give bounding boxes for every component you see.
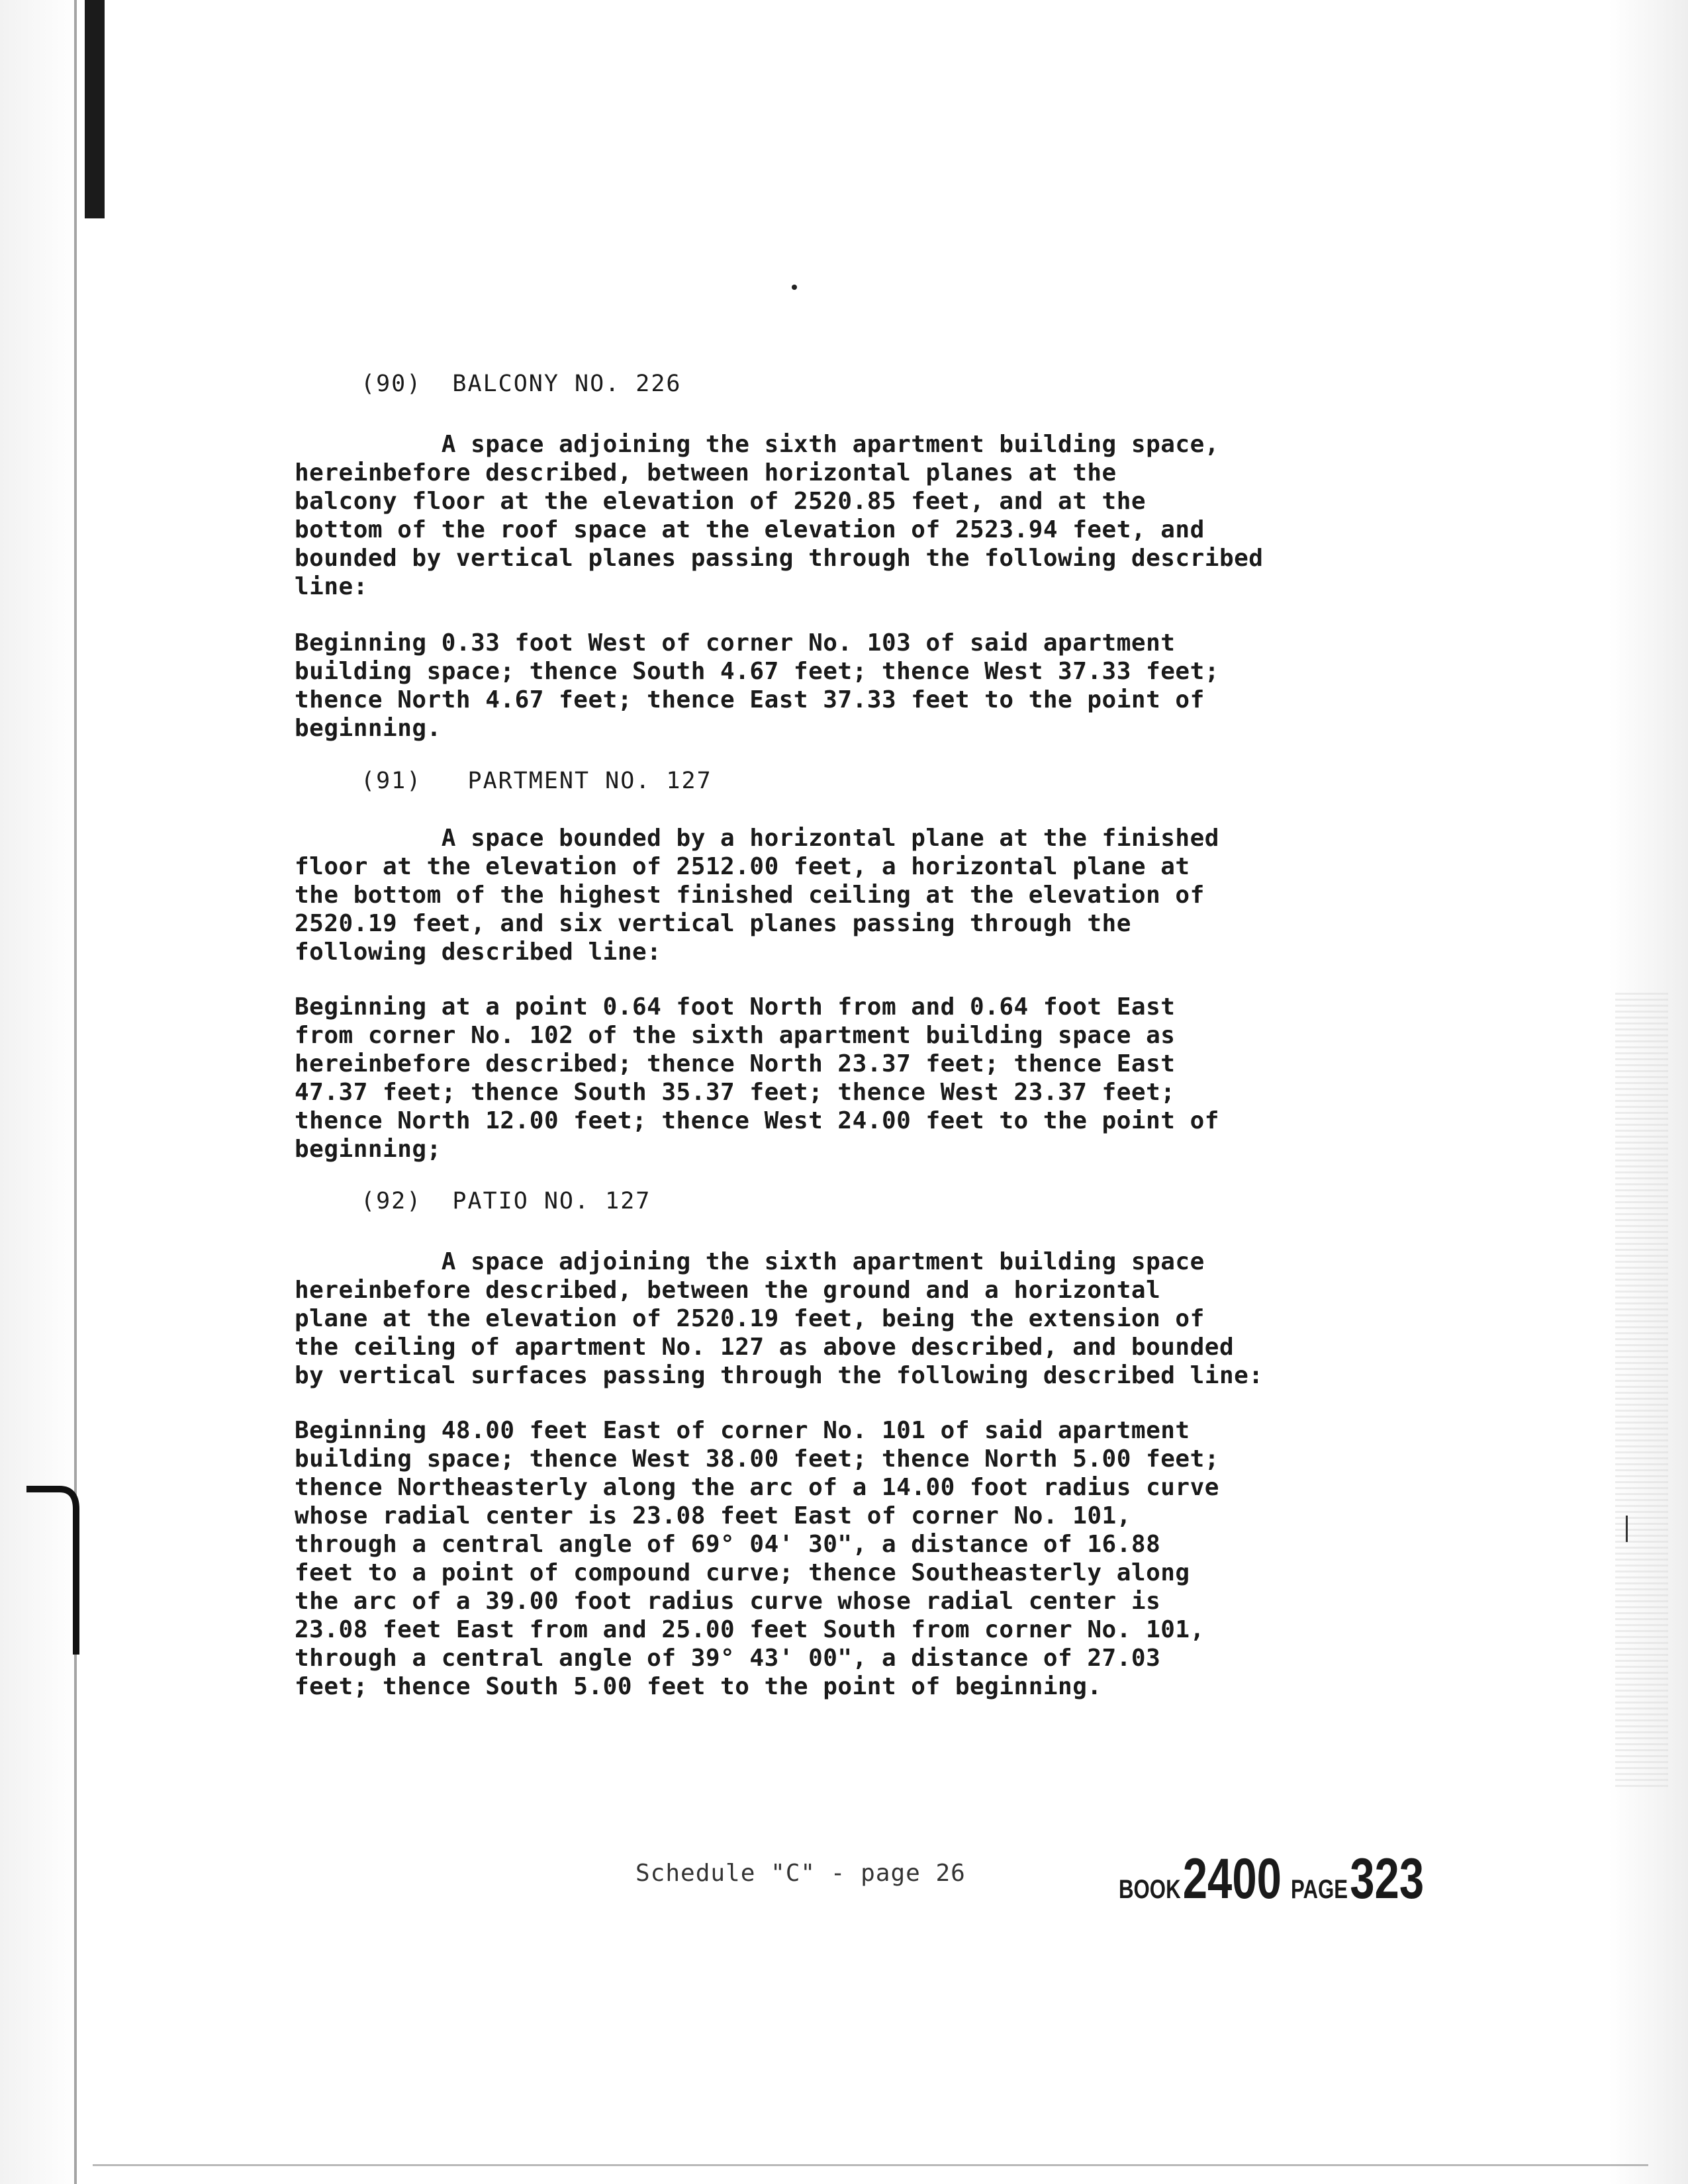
section-91-paragraph-2: Beginning at a point 0.64 foot North from and 0.64 foot East from corner No. 102 of the sixth apartment building space as hereinbefore described; thence North 23.37 feet; thence East 47.37 feet; thence South 35.37 feet; thence West 23.37 feet; thence North 12.00 feet; thence West 24.00 feet to the point of beginning;: [295, 993, 1219, 1163]
section-92-paragraph-1: A space adjoining the sixth apartment building space hereinbefore described, between the ground and a horizontal plane at the elevation of 2520.19 feet, being the extension of the ceiling of apartment No. 127 as above described, and bounded by vertical surfaces passing through the following described line:: [295, 1248, 1264, 1389]
section-heading-balcony-226: (90) BALCONY NO. 226: [361, 371, 682, 397]
section-heading-patio-127: (92) PATIO NO. 127: [361, 1188, 651, 1214]
book-number: 2400: [1182, 1847, 1282, 1911]
section-92-paragraph-2: Beginning 48.00 feet East of corner No. 101 of said apartment building space; thence West 38.00 feet; thence North 5.00 feet; thence Northeasterly along the arc of a 14.00 foot radius curve whose radial center is 23.08 feet East of corner No. 101, through a central angle of 69° 04' 30", a distance of 16.88 feet to a point of compound curve; thence Southeasterly along the arc of a 39.00 foot radius curve whose radial center is 23.08 feet East from and 25.00 feet South from corner No. 101, through a central angle of 39° 43' 00", a distance of 27.03 feet; thence South 5.00 feet to the point of beginning.: [295, 1417, 1219, 1700]
binding-clip-mark: [20, 1482, 79, 1661]
section-90-paragraph-2: Beginning 0.33 foot West of corner No. 103 of said apartment building space; thence South 4.67 feet; thence West 37.33 feet; thence North 4.67 feet; thence East 37.33 feet to the point of beginning.: [295, 629, 1219, 742]
page-label: PAGE: [1290, 1875, 1348, 1904]
scan-bottom-line: [93, 2164, 1648, 2166]
section-heading-apartment-127: (91) PARTMENT NO. 127: [361, 768, 712, 794]
book-label: BOOK: [1119, 1875, 1181, 1904]
scan-edge-left: [0, 0, 79, 2184]
schedule-page-label: Schedule "C" - page 26: [635, 1860, 966, 1887]
scan-binding-line: [74, 0, 77, 2184]
page-number: 323: [1350, 1847, 1425, 1911]
ink-dot: [792, 285, 797, 290]
scan-speckle: [1615, 993, 1668, 1787]
section-91-paragraph-1: A space bounded by a horizontal plane at the finished floor at the elevation of 2512.00 feet, a horizontal plane at the bottom of the highest finished ceiling at the elevation of 2520.19 feet, and six vertical planes passing through the following described line:: [295, 825, 1219, 966]
book-page-stamp: [1119, 1846, 1433, 1912]
ink-tick: [1626, 1516, 1628, 1542]
scan-binding-bar: [85, 0, 105, 218]
section-90-paragraph-1: A space adjoining the sixth apartment building space, hereinbefore described, between horizontal planes at the balcony floor at the elevation of 2520.85 feet, and at the bottom of the roof space at the elevation of 2523.94 feet, and bounded by vertical planes passing through the following described line:: [295, 431, 1264, 600]
